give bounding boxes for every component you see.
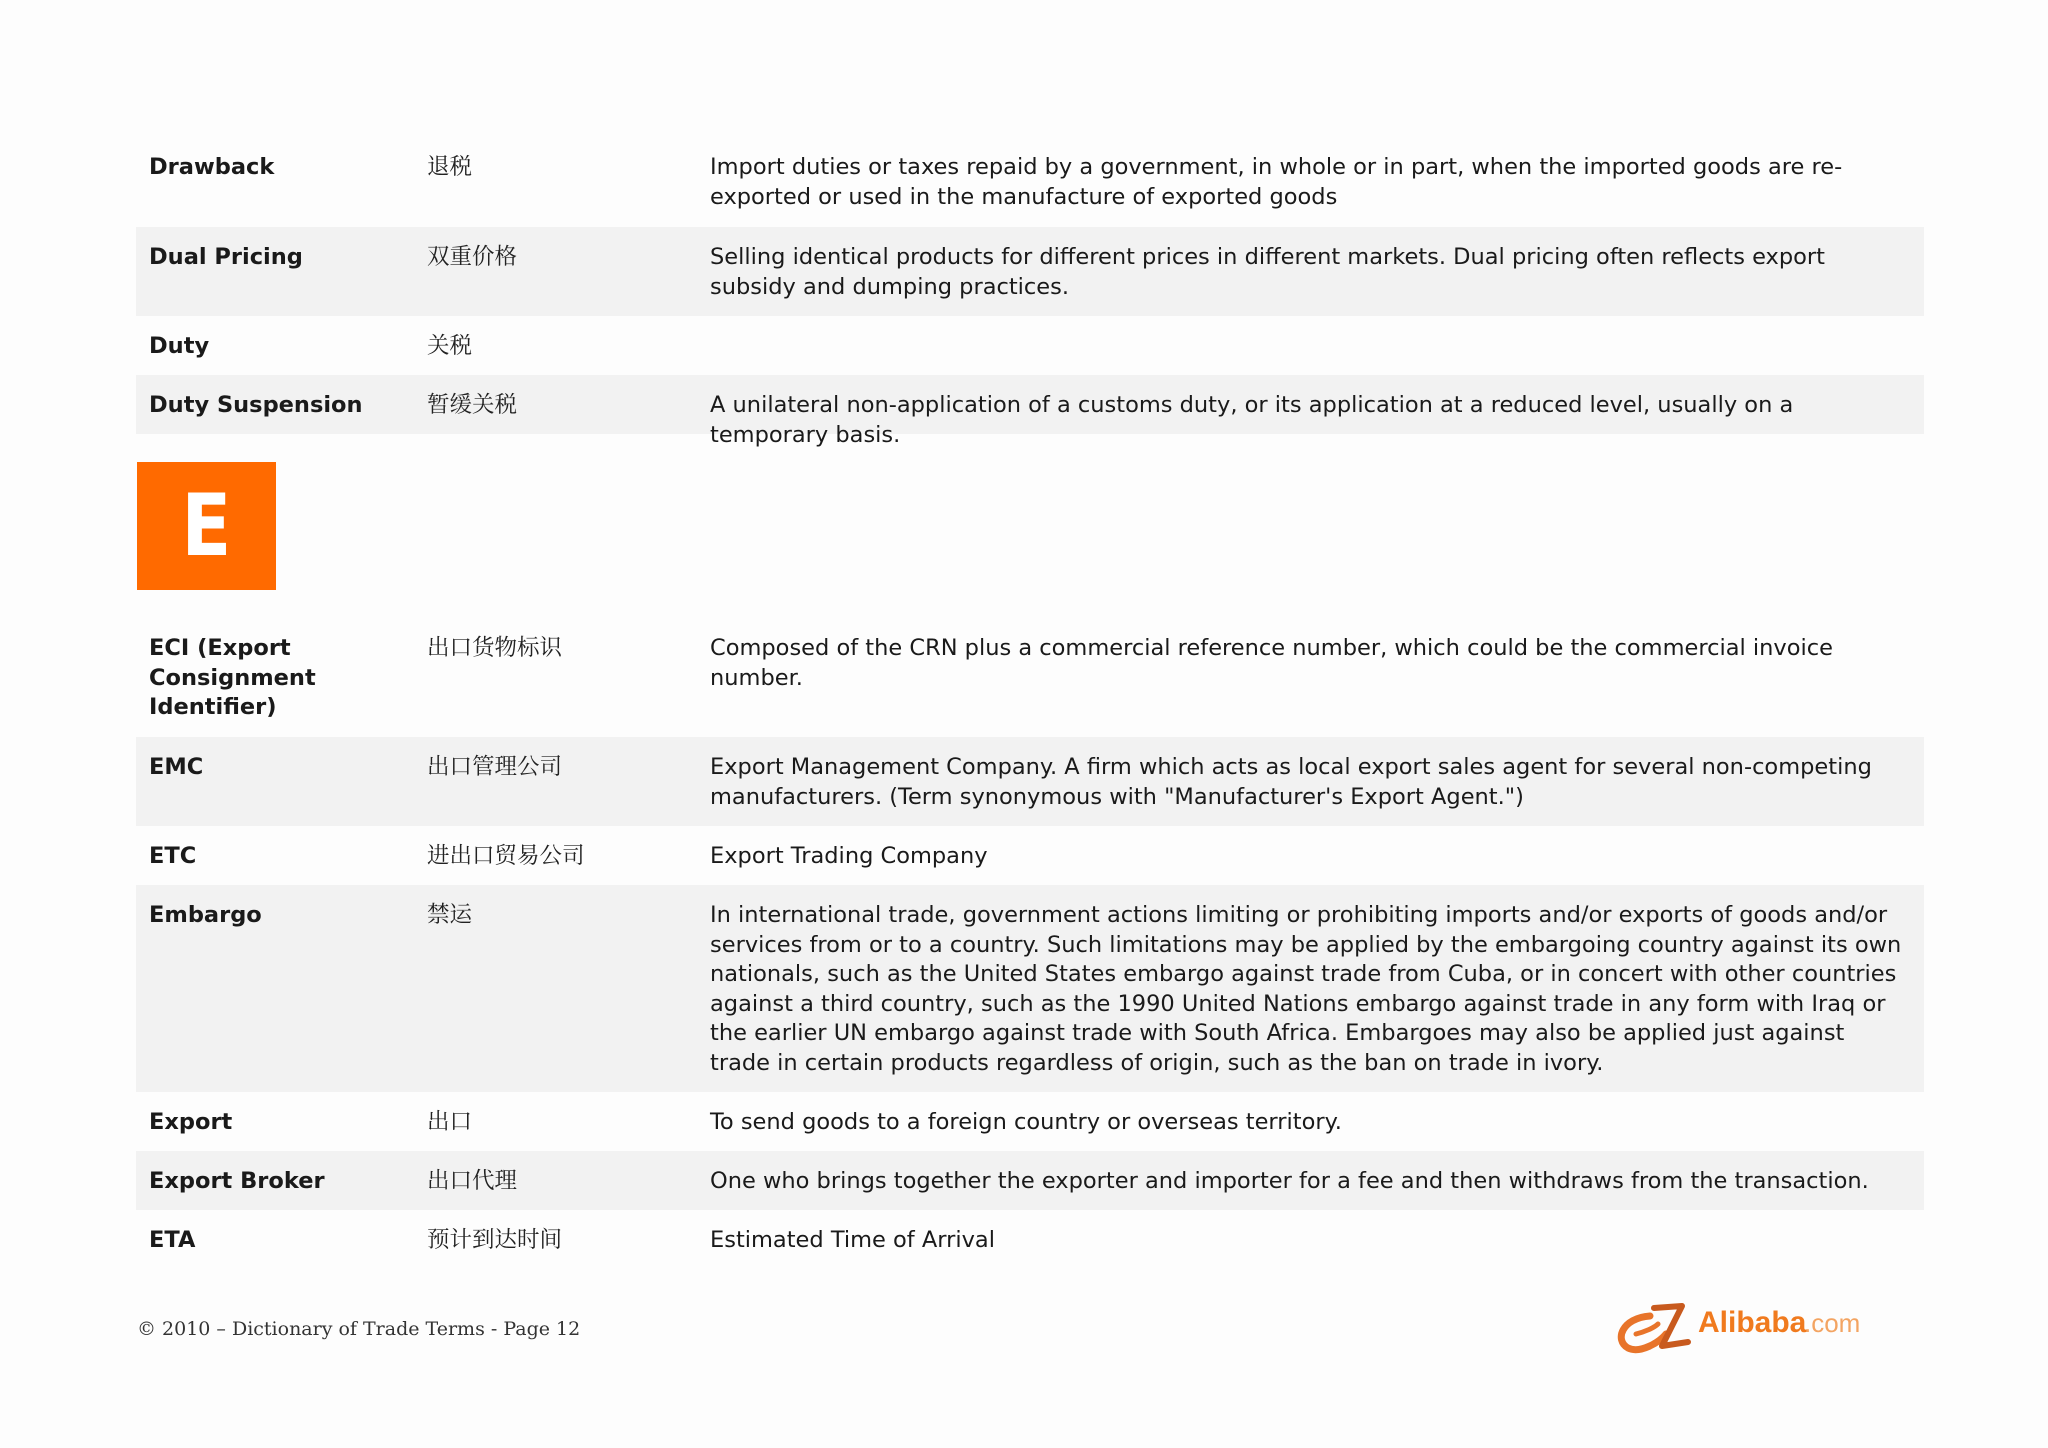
term-name: Export bbox=[149, 1109, 233, 1135]
alibaba-swoosh-icon bbox=[1621, 1306, 1688, 1350]
term-name: Duty bbox=[149, 333, 210, 359]
term-definition: Import duties or taxes repaid by a government, in whole or in part, when the imported goods are re-exported or used in the manufacture of exported goods bbox=[710, 154, 1843, 210]
term-name: ECI (Export Consignment Identifier) bbox=[149, 635, 316, 720]
table-row bbox=[136, 826, 1924, 885]
term-definition: A unilateral non-application of a customs duty, or its application at a reduced level, usually on a temporary basis. bbox=[710, 392, 1794, 448]
terms-table-e bbox=[136, 618, 1924, 1269]
term-chinese: 双重价格 bbox=[427, 244, 518, 270]
logo-suffix: .com bbox=[1804, 1308, 1861, 1338]
term-definition: One who brings together the exporter and importer for a fee and then withdraws from the transaction. bbox=[710, 1168, 1869, 1194]
term-name: Embargo bbox=[149, 902, 262, 928]
table-row bbox=[136, 137, 1924, 227]
table-row bbox=[136, 316, 1924, 375]
term-chinese: 退税 bbox=[427, 154, 473, 180]
table-row bbox=[136, 375, 1924, 448]
table-row bbox=[136, 1210, 1924, 1269]
term-name: EMC bbox=[149, 754, 204, 780]
table-row bbox=[136, 618, 1924, 737]
term-name: ETA bbox=[149, 1227, 196, 1253]
term-name: Drawback bbox=[149, 154, 275, 180]
term-definition: In international trade, government actions limiting or prohibiting imports and/or exports of goods and/or services from or to a country. Such limitations may be applied by the embargoing country against its own nationals, such as the United States embargo against trade from Cuba, or in concert with other countries against a third country, such as the 1990 United Nations embargo against trade in any form with Iraq or the earlier UN embargo against trade with South Africa. Embargoes may also be applied just against trade in certain products regardless of origin, such as the ban on trade in ivory. bbox=[710, 902, 1902, 1076]
term-chinese: 出口 bbox=[427, 1109, 473, 1135]
term-chinese: 关税 bbox=[427, 333, 473, 359]
term-name: Duty Suspension bbox=[149, 392, 363, 418]
table-row bbox=[136, 885, 1924, 1092]
table-row bbox=[136, 737, 1924, 826]
term-name: ETC bbox=[149, 843, 197, 869]
section-letter-badge bbox=[137, 462, 276, 590]
terms-table-d bbox=[136, 137, 1924, 448]
term-chinese: 预计到达时间 bbox=[427, 1227, 563, 1253]
logo-wordmark: Alibaba bbox=[1698, 1306, 1807, 1339]
table-row bbox=[136, 1151, 1924, 1210]
term-definition: Export Management Company. A firm which acts as local export sales agent for several non-competing manufacturers. (Term synonymous with "Manufacturer's Export Agent.") bbox=[710, 754, 1872, 810]
term-chinese: 出口代理 bbox=[427, 1168, 518, 1194]
term-definition: Composed of the CRN plus a commercial reference number, which could be the commercial invoice number. bbox=[710, 635, 1833, 691]
term-definition: To send goods to a foreign country or overseas territory. bbox=[710, 1109, 1342, 1135]
term-chinese: 出口管理公司 bbox=[427, 754, 563, 780]
term-definition: Selling identical products for different prices in different markets. Dual pricing often reflects export subsidy and dumping practices. bbox=[710, 244, 1825, 300]
section-letter: E bbox=[181, 476, 232, 576]
table-row bbox=[136, 1092, 1924, 1151]
term-chinese: 出口货物标识 bbox=[427, 635, 563, 661]
alibaba-logo bbox=[1610, 1294, 1910, 1364]
term-chinese: 暂缓关税 bbox=[427, 392, 518, 418]
page-footer: © 2010 – Dictionary of Trade Terms - Page 12 bbox=[137, 1318, 581, 1340]
term-definition: Estimated Time of Arrival bbox=[710, 1227, 995, 1253]
term-name: Export Broker bbox=[149, 1168, 325, 1194]
term-definition: Export Trading Company bbox=[710, 843, 988, 869]
term-chinese: 进出口贸易公司 bbox=[427, 843, 585, 869]
table-row bbox=[136, 227, 1924, 316]
term-chinese: 禁运 bbox=[427, 902, 473, 928]
term-name: Dual Pricing bbox=[149, 244, 303, 270]
